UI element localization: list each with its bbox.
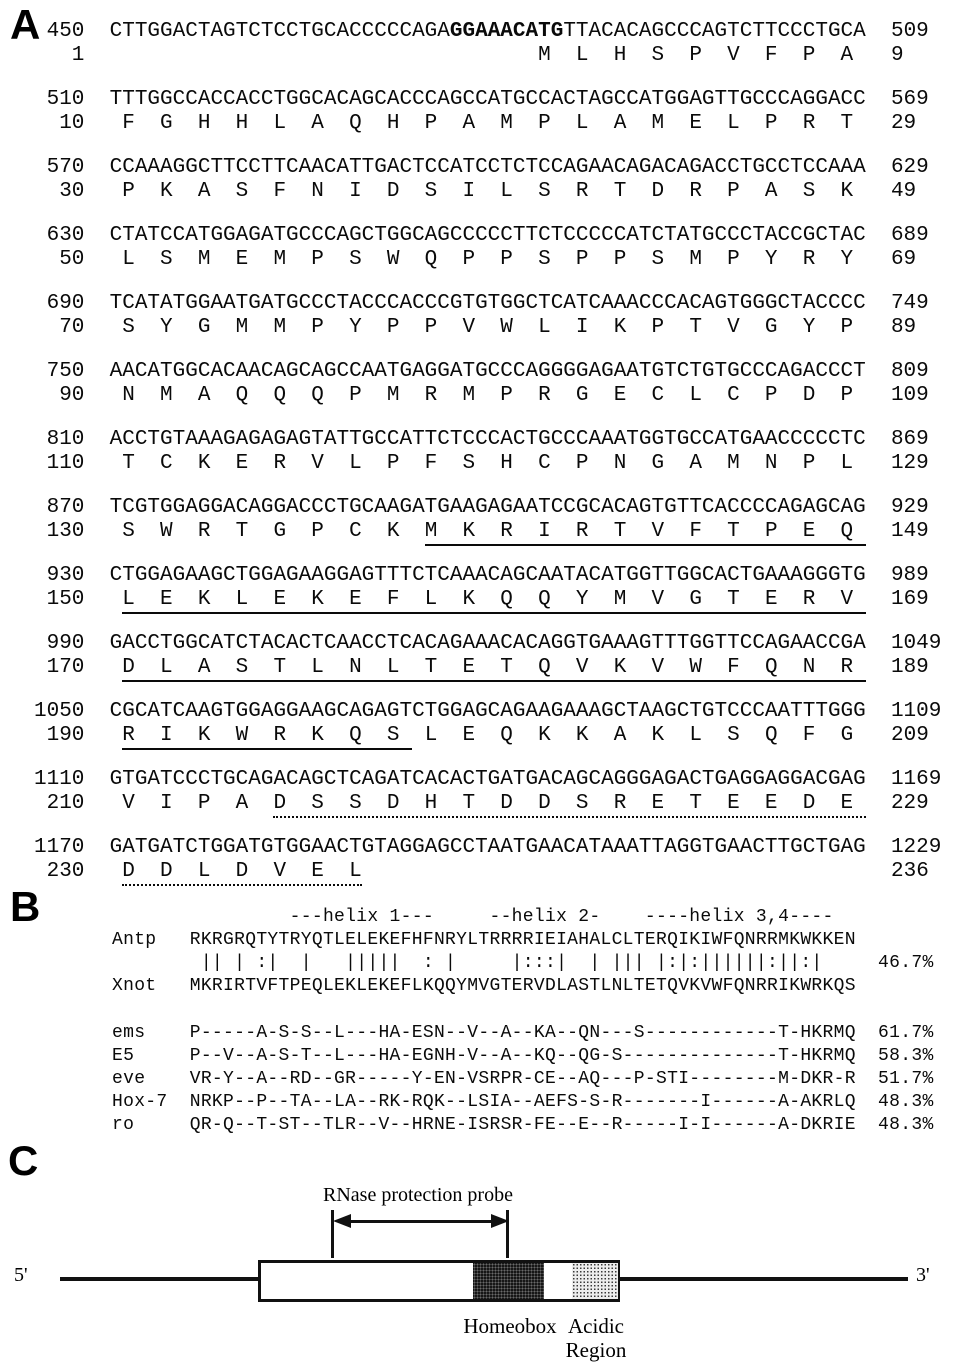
aa-end-number: 149 (865, 520, 929, 543)
aa-sequence: L E Q K K A K L S Q F G (412, 724, 866, 747)
amino-acid-line (34, 588, 972, 612)
aa-sequence (110, 724, 123, 747)
nt-start-number: 750 (34, 360, 110, 383)
nt-end-number: 1169 (865, 768, 942, 791)
probe-arrowhead-left-icon (333, 1214, 351, 1228)
aa-end-number: 109 (865, 384, 929, 407)
homeobox-label: Homeobox (463, 1314, 557, 1338)
nt-start-number: 870 (34, 496, 110, 519)
sequence-block-510 (34, 88, 972, 136)
aa-sequence: L S M E M P S W Q P P S P P S M P Y R Y (109, 248, 866, 271)
aa-sequence: S W R T G P C K (109, 520, 425, 543)
nt-end-number: 809 (865, 360, 929, 383)
aa-sequence-homeodomain: D L A S T L N L T E T Q V K V W F Q N R (122, 656, 866, 682)
aa-start-number: 1 (34, 44, 110, 67)
aa-end-number: 29 (865, 112, 917, 135)
nt-sequence: AACATGGCACAACAGCAGCCAATGAGGATGCCCAGGGGAGAATGTCTGTGCCCAGACCCT (109, 360, 866, 383)
aa-end-number: 129 (865, 452, 929, 475)
nt-start-number: 990 (34, 632, 110, 655)
nt-sequence: CTATCCATGGAGATGCCCAGCTGGCAGCCCCCTTCTCCCCCATCTATGCCCTACCGCTAC (109, 224, 866, 247)
nt-sequence: GTGATCCCTGCAGACAGCTCAGATCACACTGATGACAGCAGGGAGACTGAGGAGGACGAG (109, 768, 866, 791)
panel-b (0, 884, 972, 1137)
alignment-row-percent: 58.3% (855, 1046, 934, 1066)
match-symbols-row (112, 952, 972, 975)
alignment-row-name (112, 907, 190, 927)
nt-end-number: 1109 (865, 700, 942, 723)
aa-sequence (362, 860, 866, 883)
alignment-row-sequence: VR-Y--A--RD--GR-----Y-EN-VSRPR-CE--AQ---P-STI--------M-DKR-R (189, 1069, 856, 1089)
alignment-row-ems (112, 1022, 972, 1045)
nt-sequence: CTGGAGAAGCTGGAGAAGGAGTTTCTCAAACAGCAATACATGGTTGGCACTGAAAGGGTG (109, 564, 866, 587)
amino-acid-line (34, 792, 972, 816)
aa-end-number: 189 (865, 656, 929, 679)
nucleotide-line (34, 360, 972, 384)
nt-start-number: 1170 (34, 836, 110, 859)
amino-acid-line (34, 520, 972, 544)
amino-acid-line (34, 112, 972, 136)
alignment-rows (0, 884, 972, 1137)
alignment-row-sequence: ---helix 1--- --helix 2- ----helix 3,4---- (189, 907, 856, 927)
panel-c-label: C (8, 1137, 39, 1184)
sequence-block-1050 (34, 700, 972, 748)
aa-sequence: M L H S P V F P A (109, 44, 866, 67)
nt-end-number: 749 (865, 292, 929, 315)
alignment-row-name: E5 (112, 1046, 190, 1066)
nt-start-number: 630 (34, 224, 110, 247)
nt-sequence: TCATATGGAATGATGCCCTACCCACCCGTGTGGCTCATCAAACCCACAGTGGGCTACCCC (109, 292, 866, 315)
aa-start-number: 50 (34, 248, 110, 271)
nucleotide-line (34, 632, 972, 656)
alignment-row-name: Xnot (112, 976, 190, 996)
nt-end-number: 869 (865, 428, 929, 451)
aa-start-number: 210 (34, 792, 110, 815)
amino-acid-line (34, 724, 972, 748)
nucleotide-line (34, 88, 972, 112)
aa-sequence (110, 656, 123, 679)
alignment-row-sequence: P-----A-S-S--L---HA-ESN--V--A--KA--QN---S------------T-HKRMQ (189, 1023, 856, 1043)
nt-start-number: 510 (34, 88, 110, 111)
nt-end-number: 509 (865, 20, 929, 43)
sequence-block-450 (34, 20, 972, 68)
alignment-row-e5 (112, 1045, 972, 1068)
nucleotide-line (34, 428, 972, 452)
alignment-row-percent: 61.7% (855, 1023, 934, 1043)
alignment-row-sequence: MKRIRTVFTPEQLEKLEKEFLKQQYMVGTERVDLASTLNLTETQVKVWFQNRRIKWRKQS (189, 976, 856, 996)
five-prime-label: 5' (14, 1264, 28, 1286)
nt-sequence-bold-start-codon: GGAAACATG (449, 20, 564, 43)
acidic-region-box (572, 1263, 618, 1299)
nt-end-number: 629 (865, 156, 929, 179)
aa-start-number: 10 (34, 112, 110, 135)
alignment-row-ro (112, 1114, 972, 1137)
sequence-block-870 (34, 496, 972, 544)
aa-sequence: T C K E R V L P F S H C P N G A M N P L (109, 452, 866, 475)
alignment-row-percent: 51.7% (855, 1069, 934, 1089)
acidic-region-label-line2: Region (565, 1338, 627, 1362)
alignment-row-eve (112, 1068, 972, 1091)
nt-sequence: CTTGGACTAGTCTCCTGCACCCCCAGA (109, 20, 450, 43)
sequence-block-990 (34, 632, 972, 680)
nt-end-number: 569 (865, 88, 929, 111)
alignment-row-name: ems (112, 1023, 190, 1043)
sequence-block-1110 (34, 768, 972, 816)
aa-sequence: V I P A (109, 792, 274, 815)
sequence-block-810 (34, 428, 972, 476)
nt-end-number: 929 (865, 496, 929, 519)
alignment-row-antp (112, 929, 972, 952)
sequence-block-690 (34, 292, 972, 340)
aa-start-number: 190 (34, 724, 110, 747)
alignment-row-hox-7 (112, 1091, 972, 1114)
nt-sequence: ACCTGTAAAGAGAGAGTATTGCCATTCTCCCACTGCCCAAATGGTGCCATGAACCCCCTC (109, 428, 866, 451)
nt-end-number: 1049 (865, 632, 942, 655)
aa-end-number: 169 (865, 588, 929, 611)
aa-sequence-homeodomain: M K R I R T V F T P E Q (425, 520, 866, 546)
sequence-block-1170 (34, 836, 972, 884)
alignment-row-sequence: || | :| | ||||| : | |:::| | ||| |:|:||||||:||:| (189, 953, 856, 973)
alignment-row-percent: 48.3% (855, 1092, 934, 1112)
nt-sequence: GATGATCTGGATGTGGAACTGTAGGAGCCTAATGAACATAAATTAGGTGAACTTGCTGAG (109, 836, 866, 859)
amino-acid-line (34, 44, 972, 68)
homeobox-box (473, 1263, 544, 1299)
alignment-row-name: eve (112, 1069, 190, 1089)
aa-end-number: 69 (865, 248, 917, 271)
nt-end-number: 1229 (865, 836, 942, 859)
aa-end-number: 9 (865, 44, 904, 67)
aa-sequence-homeodomain: R I K W R K Q S (122, 724, 412, 750)
aa-sequence: P K A S F N I D S I L S R T D R P A S K (109, 180, 866, 203)
nt-sequence: TCGTGGAGGACAGGACCCTGCAAGATGAAGAGAATCCGCACAGTGTTCACCCCAGAGCAG (109, 496, 866, 519)
aa-sequence-homeodomain: L E K L E K E F L K Q Q Y M V G T E R V (122, 588, 866, 614)
panel-b-label: B (10, 883, 41, 930)
nt-start-number: 450 (34, 20, 110, 43)
alignment-row-name (112, 953, 190, 973)
three-prime-label: 3' (916, 1264, 930, 1286)
aa-start-number: 130 (34, 520, 110, 543)
alignment-gap (112, 998, 972, 1022)
aa-end-number: 229 (865, 792, 929, 815)
aa-start-number: 30 (34, 180, 110, 203)
orf-box (258, 1260, 620, 1302)
helix-annotation-row (112, 906, 972, 929)
sequence-block-750 (34, 360, 972, 408)
amino-acid-line (34, 248, 972, 272)
aa-sequence (110, 860, 123, 883)
panel-a-label: A (10, 1, 41, 48)
alignment-row-percent: 48.3% (855, 1115, 934, 1135)
nt-sequence: GACCTGGCATCTACACTCAACCTCACAGAAACACAGGTGAAAGTTTGGTTCCAGAACCGA (109, 632, 866, 655)
alignment-row-sequence: P--V--A-S-T--L---HA-EGNH-V--A--KQ--QG-S--------------T-HKRMQ (189, 1046, 856, 1066)
sequence-block-570 (34, 156, 972, 204)
aa-sequence-acidic: D D L D V E L (122, 860, 361, 886)
aa-start-number: 170 (34, 656, 110, 679)
alignment-row-name: Hox-7 (112, 1092, 190, 1112)
nucleotide-line (34, 224, 972, 248)
alignment-row-percent: 46.7% (855, 953, 934, 973)
nt-end-number: 989 (865, 564, 929, 587)
aa-start-number: 90 (34, 384, 110, 407)
nucleotide-line (34, 700, 972, 724)
acidic-region-label-line1: Acidic (568, 1314, 624, 1338)
nt-sequence: CCAAAGGCTTCCTTCAACATTGACTCCATCCTCTCCAGAACAGACAGACCTGCCTCCAAA (109, 156, 866, 179)
sequence-block-930 (34, 564, 972, 612)
aa-start-number: 230 (34, 860, 110, 883)
nucleotide-line (34, 292, 972, 316)
alignment-row-sequence: RKRGRQTYTRYQTLELEKEFHFNRYLTRRRRIEIAHALCLTERQIKIWFQNRRMKWKKEN (189, 930, 856, 950)
amino-acid-line (34, 316, 972, 340)
aa-sequence: S Y G M M P Y P P V W L I K P T V G Y P (109, 316, 866, 339)
sequence-block-630 (34, 224, 972, 272)
probe-arrow-line (340, 1220, 502, 1223)
nt-start-number: 1050 (34, 700, 110, 723)
nucleotide-line (34, 768, 972, 792)
aa-sequence: F G H H L A Q H P A M P L A M E L P R T (109, 112, 866, 135)
aa-end-number: 89 (865, 316, 917, 339)
alignment-row-name: Antp (112, 930, 190, 950)
nucleotide-line (34, 20, 972, 44)
aa-start-number: 150 (34, 588, 110, 611)
nt-start-number: 690 (34, 292, 110, 315)
panel-c (0, 1137, 972, 1362)
amino-acid-line (34, 452, 972, 476)
aa-start-number: 70 (34, 316, 110, 339)
nt-end-number: 689 (865, 224, 929, 247)
nt-start-number: 1110 (34, 768, 110, 791)
aa-end-number: 236 (865, 860, 929, 883)
nucleotide-line (34, 564, 972, 588)
nt-sequence: CGCATCAAGTGGAGGAAGCAGAGTCTGGAGCAGAAGAAAGCTAAGCTGTCCCAATTTGGG (109, 700, 866, 723)
amino-acid-line (34, 180, 972, 204)
alignment-row-sequence: NRKP--P--TA--LA--RK-RQK--LSIA--AEFS-S-R-------I------A-AKRLQ (189, 1092, 856, 1112)
aa-end-number: 49 (865, 180, 917, 203)
nucleotide-line (34, 156, 972, 180)
aa-sequence (110, 588, 123, 611)
aa-end-number: 209 (865, 724, 929, 747)
alignment-row-name: ro (112, 1115, 190, 1135)
nt-start-number: 810 (34, 428, 110, 451)
nt-sequence: TTTGGCCACCACCTGGCACAGCACCCAGCCATGCCACTAGCCATGGAGTTGCCCAGGACC (109, 88, 866, 111)
aa-sequence-acidic: D S S D H T D D S R E T E E D E (273, 792, 865, 818)
nt-start-number: 930 (34, 564, 110, 587)
alignment-row-sequence: QR-Q--T-ST--TLR--V--HRNE-ISRSR-FE--E--R-----I-I------A-DKRIE (189, 1115, 856, 1135)
alignment-row-xnot (112, 975, 972, 998)
aa-sequence: N M A Q Q Q P M R M P R G E C L C P D P (109, 384, 866, 407)
aa-start-number: 110 (34, 452, 110, 475)
amino-acid-line (34, 384, 972, 408)
nucleotide-line (34, 836, 972, 860)
amino-acid-line (34, 656, 972, 680)
amino-acid-line (34, 860, 972, 884)
nt-sequence: TTACACAGCCCAGTCTTCCCTGCA (563, 20, 866, 43)
rnase-probe-label: RNase protection probe (323, 1184, 513, 1206)
probe-arrowhead-right-icon (491, 1214, 509, 1228)
nucleotide-line (34, 496, 972, 520)
nt-start-number: 570 (34, 156, 110, 179)
